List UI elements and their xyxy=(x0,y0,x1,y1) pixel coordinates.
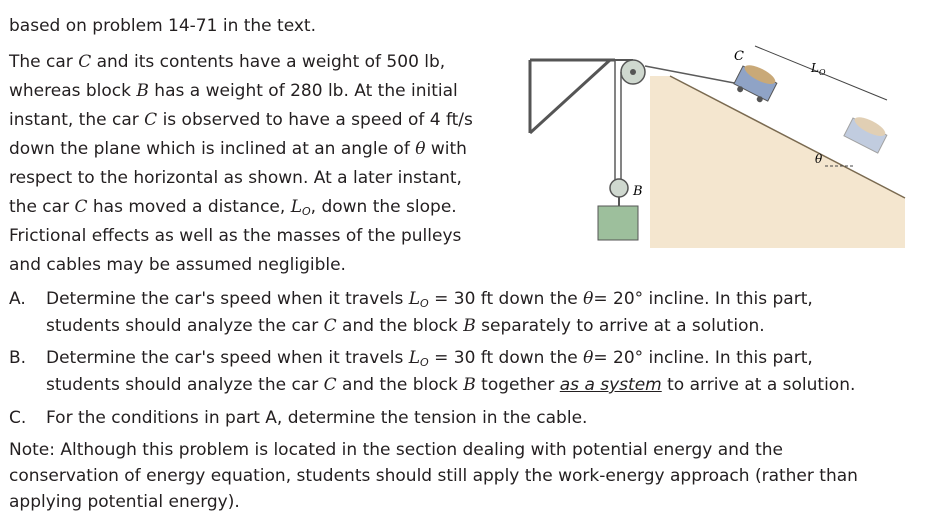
list-marker: C. xyxy=(9,408,27,428)
text: together xyxy=(475,375,560,395)
incline-slope xyxy=(650,76,905,248)
car-later-position xyxy=(844,113,890,153)
angle-label: θ xyxy=(815,152,823,166)
intro-text: based on problem 14-71 in the text. xyxy=(9,16,317,36)
part-a xyxy=(9,289,813,314)
text: has a weight of 280 lb. At the initial xyxy=(148,81,458,101)
intro-line-7 xyxy=(9,197,457,222)
car-c xyxy=(732,61,780,106)
text: has moved a distance, xyxy=(87,197,291,217)
text: and the block xyxy=(336,375,464,395)
text: = 20° incline. In this part, xyxy=(593,348,813,368)
length-symbol: L xyxy=(290,197,302,217)
car-symbol: C xyxy=(323,375,337,395)
note-line-1 xyxy=(9,440,783,460)
text: the car xyxy=(9,197,75,217)
text: applying potential energy). xyxy=(9,492,240,512)
text: Note: Although this problem is located in the section dealing with potential energy and the xyxy=(9,440,784,460)
car-symbol: C xyxy=(74,197,88,217)
block-label: B xyxy=(633,184,643,199)
frame-brace xyxy=(530,60,610,133)
text: separately to arrive at a solution. xyxy=(475,316,765,336)
text: and its contents have a weight of 500 lb, xyxy=(91,52,446,72)
block-symbol: B xyxy=(136,81,149,101)
pulley-incline-figure xyxy=(515,38,915,248)
part-b xyxy=(9,348,813,373)
intro-line-1 xyxy=(9,16,316,36)
length-symbol: L xyxy=(408,289,421,309)
length-subscript: O xyxy=(818,68,826,77)
block-b xyxy=(598,206,638,240)
lower-pulley xyxy=(610,179,628,197)
text: respect to the horizontal as shown. At a later instant, xyxy=(9,168,462,188)
length-symbol: L xyxy=(408,348,421,368)
car-symbol: C xyxy=(144,110,158,130)
text: Determine the car's speed when it travels xyxy=(46,348,409,368)
note-line-2 xyxy=(9,466,858,486)
text: The car xyxy=(9,52,79,72)
length-subscript: O xyxy=(420,297,429,310)
text: conservation of energy equation, students should still apply the work-energy approach (rather than xyxy=(9,466,858,486)
intro-line-9 xyxy=(9,255,346,275)
text: = 30 ft down the xyxy=(428,289,584,309)
text: with xyxy=(425,139,467,159)
block-symbol: B xyxy=(463,375,476,395)
text: to arrive at a solution. xyxy=(661,375,856,395)
car-symbol: C xyxy=(78,52,92,72)
text: students should analyze the car xyxy=(46,375,324,395)
block-symbol: B xyxy=(463,316,476,336)
text: = 30 ft down the xyxy=(428,348,584,368)
text: instant, the car xyxy=(9,110,145,130)
text: For the conditions in part A, determine the tension in the cable. xyxy=(46,408,588,428)
theta-symbol: θ xyxy=(583,348,594,368)
theta-symbol: θ xyxy=(415,139,426,159)
text: = 20° incline. In this part, xyxy=(593,289,813,309)
text: is observed to have a speed of 4 ft/s xyxy=(157,110,473,130)
car-label: C xyxy=(734,49,744,64)
length-symbol: L xyxy=(811,61,819,75)
system-emphasis: as a system xyxy=(559,375,662,395)
length-subscript: O xyxy=(301,205,311,218)
theta-symbol: θ xyxy=(583,289,594,309)
part-b-line-2 xyxy=(46,375,855,395)
text: and cables may be assumed negligible. xyxy=(9,255,346,275)
text: down the plane which is inclined at an angle of xyxy=(9,139,416,159)
length-subscript: O xyxy=(420,356,429,369)
car-symbol: C xyxy=(323,316,337,336)
intro-line-6 xyxy=(9,168,462,188)
intro-line-3 xyxy=(9,81,458,101)
intro-line-8 xyxy=(9,226,461,246)
part-c xyxy=(9,408,587,428)
intro-line-2 xyxy=(9,52,445,72)
list-marker: A. xyxy=(9,289,26,309)
text: Frictional effects as well as the masses of the pulleys xyxy=(9,226,462,246)
note-line-3 xyxy=(9,492,240,512)
length-label xyxy=(810,61,826,77)
top-pulley-hub xyxy=(630,69,636,75)
intro-line-5 xyxy=(9,139,467,159)
text: students should analyze the car xyxy=(46,316,324,336)
list-marker: B. xyxy=(9,348,27,368)
text: whereas block xyxy=(9,81,137,101)
intro-line-4 xyxy=(9,110,473,130)
part-a-line-2 xyxy=(46,316,765,336)
text: , down the slope. xyxy=(310,197,457,217)
text: Determine the car's speed when it travels xyxy=(46,289,409,309)
text: and the block xyxy=(336,316,464,336)
